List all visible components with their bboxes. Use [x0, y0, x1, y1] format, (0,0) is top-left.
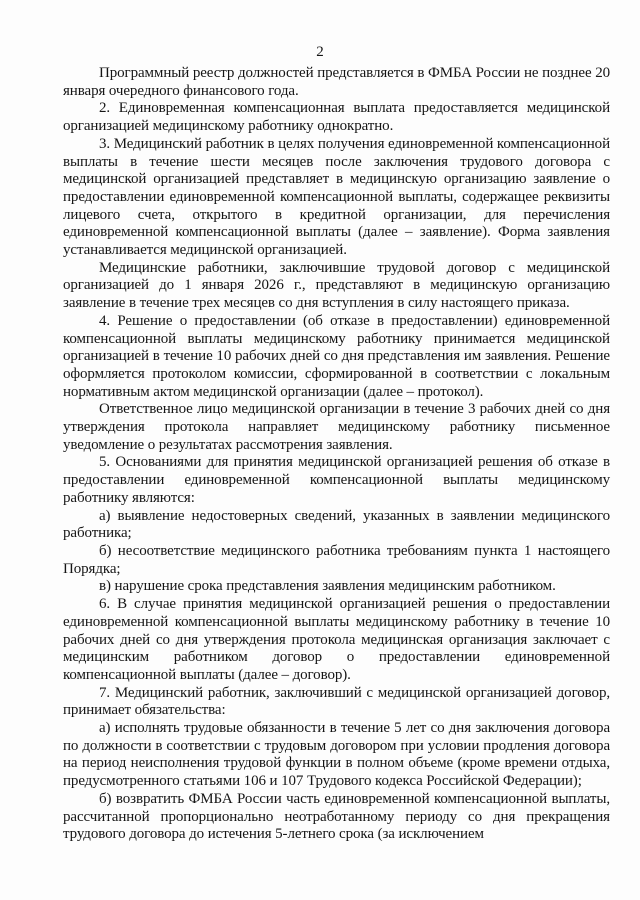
- paragraph-2: 2. Единовременная компенсационная выплата предоставляется медицинской организацией медицинскому работнику однократно.: [63, 100, 610, 135]
- document-body: [63, 65, 610, 844]
- paragraph-3-note: Медицинские работники, заключившие трудовой договор с медицинской организацией до 1 января 2026 г., представляют в медицинскую организацию заявление в течение трех месяцев со дня вступления в силу настоящего приказа.: [63, 259, 610, 312]
- paragraph-registry-deadline: Программный реестр должностей представляется в ФМБА России не позднее 20 января очередного финансового года.: [63, 65, 610, 99]
- paragraph-5: 5. Основаниями для принятия медицинской организацией решения об отказе в предоставлении единовременной компенсационной выплаты медицинскому работнику являются:: [63, 454, 610, 506]
- paragraph-5-item-a: а) выявление недостоверных сведений, указанных в заявлении медицинского работника;: [63, 507, 610, 542]
- paragraph-3: 3. Медицинский работник в целях получения единовременной компенсационной выплаты в течение шести месяцев после заключения трудового договора с медицинской организацией представляет в медицинскую организацию заявление о предоставлении единовременной компенсационной выплаты, содержащее реквизиты лицевого счета, открытого в кредитной организации, для перечисления единовременной компенсационной выплаты (далее – заявление). Форма заявления устанавливается медицинской организацией.: [63, 135, 610, 259]
- paragraph-4-note: Ответственное лицо медицинской организации в течение 3 рабочих дней со дня утверждения протокола направляет медицинскому работнику письменное уведомление о результатах рассмотрения заявления.: [63, 401, 610, 453]
- paragraph-7-item-b: б) возвратить ФМБА России часть единовременной компенсационной выплаты, рассчитанной пропорционально неотработанному периоду со дня прекращения трудового договора до истечения 5-летнего срока (за исключением: [63, 790, 610, 843]
- paragraph-5-item-b: б) несоответствие медицинского работника требованиям пункта 1 настоящего Порядка;: [63, 542, 610, 577]
- paragraph-5-item-v: в) нарушение срока представления заявления медицинским работником.: [99, 578, 556, 595]
- paragraph-6: 6. В случае принятия медицинской организацией решения о предоставлении единовременной компенсационной выплаты медицинскому работнику в течение 10 рабочих дней со дня утверждения протокола медицинская организация заключает с медицинским работником договор о предоставлении единовременной компенсационной выплаты (далее – договор).: [63, 596, 610, 683]
- paragraph-7: 7. Медицинский работник, заключивший с медицинской организацией договор, принимает обязательства:: [63, 684, 610, 719]
- paragraph-7-item-a: а) исполнять трудовые обязанности в течение 5 лет со дня заключения договора по должности в соответствии с трудовым договором при условии продления договора на период неисполнения трудовой функции в полном объеме (кроме времени отдыха, предусмотренного статьями 106 и 107 Трудового кодекса Российской Федерации);: [63, 720, 610, 790]
- paragraph-4: 4. Решение о предоставлении (об отказе в предоставлении) единовременной компенсационной выплаты медицинскому работнику принимается медицинской организацией в течение 10 рабочих дней со дня представления им заявления. Решение оформляется протоколом комиссии, сформированной в соответствии с локальным нормативным актом медицинской организации (далее – протокол).: [63, 312, 610, 400]
- page-number: 2: [316, 44, 324, 60]
